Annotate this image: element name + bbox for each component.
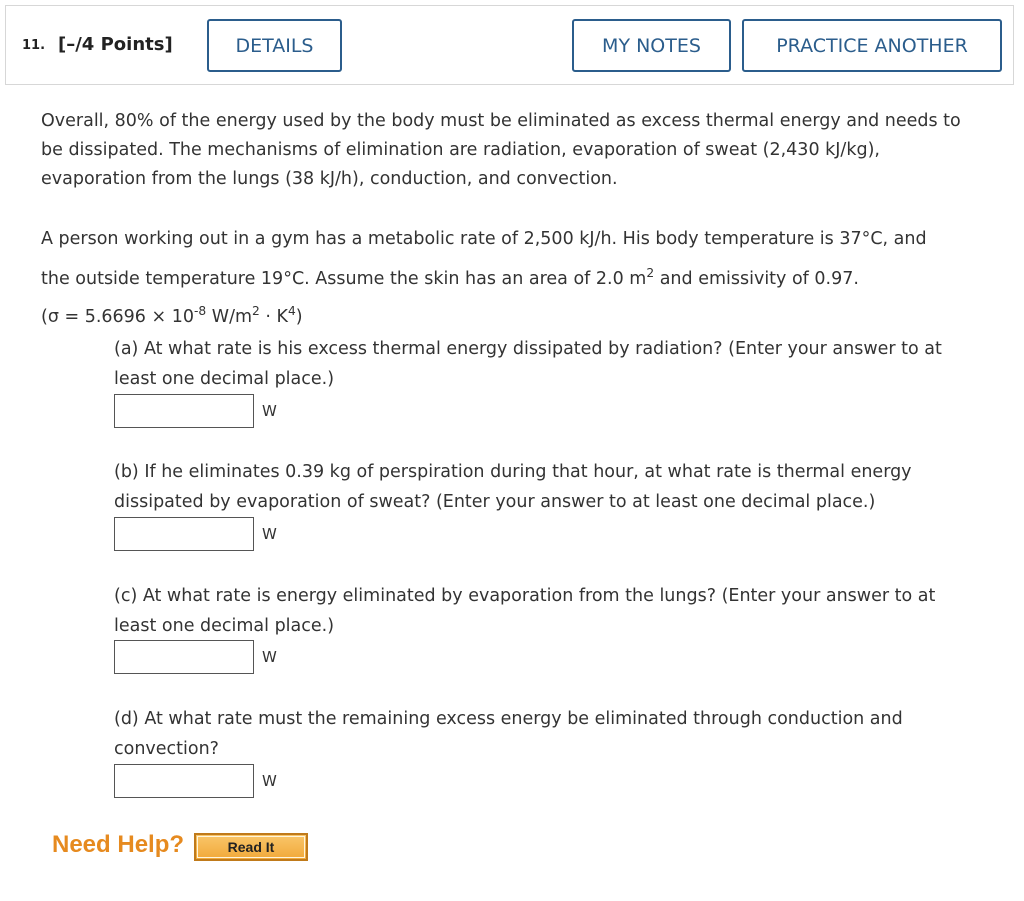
my-notes-button[interactable]: MY NOTES <box>572 19 731 72</box>
part-d-unit: W <box>262 772 277 790</box>
part-a-question-cont: least one decimal place.) <box>114 369 335 389</box>
points-label: [–/4 Points] <box>58 34 173 55</box>
part-b-question: (b) If he eliminates 0.39 kg of perspiration during that hour, at what rate is thermal energy <box>114 462 912 482</box>
part-b-unit: W <box>262 525 277 543</box>
part-d-question: (d) At what rate must the remaining excess energy be eliminated through conduction and <box>114 709 903 729</box>
practice-another-button[interactable]: PRACTICE ANOTHER <box>742 19 1002 72</box>
part-b-answer-input[interactable] <box>114 517 254 551</box>
part-d-question-cont: convection? <box>114 739 219 759</box>
intro-line-2: be dissipated. The mechanisms of elimination are radiation, evaporation of sweat (2,430 kJ/kg), <box>41 140 880 160</box>
read-it-label: Read It <box>197 836 305 858</box>
part-a-answer-input[interactable] <box>114 394 254 428</box>
question-number: 11. <box>22 38 46 53</box>
part-a-unit: W <box>262 402 277 420</box>
read-it-button[interactable] <box>194 833 308 861</box>
part-b-question-cont: dissipated by evaporation of sweat? (Enter your answer to at least one decimal place.) <box>114 492 876 512</box>
part-c-answer-input[interactable] <box>114 640 254 674</box>
part-c-question: (c) At what rate is energy eliminated by evaporation from the lungs? (Enter your answer to at <box>114 586 936 606</box>
intro-line-3: evaporation from the lungs (38 kJ/h), conduction, and convection. <box>41 169 618 189</box>
sigma-constant: ($\sigma = 5.6696 \times 10^{-8}$ $W/m^2 \cdot K^4$) <box>41 304 303 327</box>
part-a-question: (a) At what rate is his excess thermal energy dissipated by radiation? (Enter your answer to at <box>114 339 942 359</box>
part-d-answer-input[interactable] <box>114 764 254 798</box>
question-header <box>5 5 1014 85</box>
scenario-line-1: A person working out in a gym has a metabolic rate of 2,500 kJ/h. His body temperature is 37°C, and <box>41 229 927 249</box>
scenario-line-2: the outside temperature 19°C. Assume the skin has an area of 2.0 $m^2$ and emissivity of 0.97. <box>41 266 859 289</box>
part-c-unit: W <box>262 648 277 666</box>
details-button[interactable]: DETAILS <box>207 19 342 72</box>
part-c-question-cont: least one decimal place.) <box>114 616 335 636</box>
intro-line-1: Overall, 80% of the energy used by the body must be eliminated as excess thermal energy and needs to <box>41 111 961 131</box>
need-help-label: Need Help? <box>52 831 185 858</box>
